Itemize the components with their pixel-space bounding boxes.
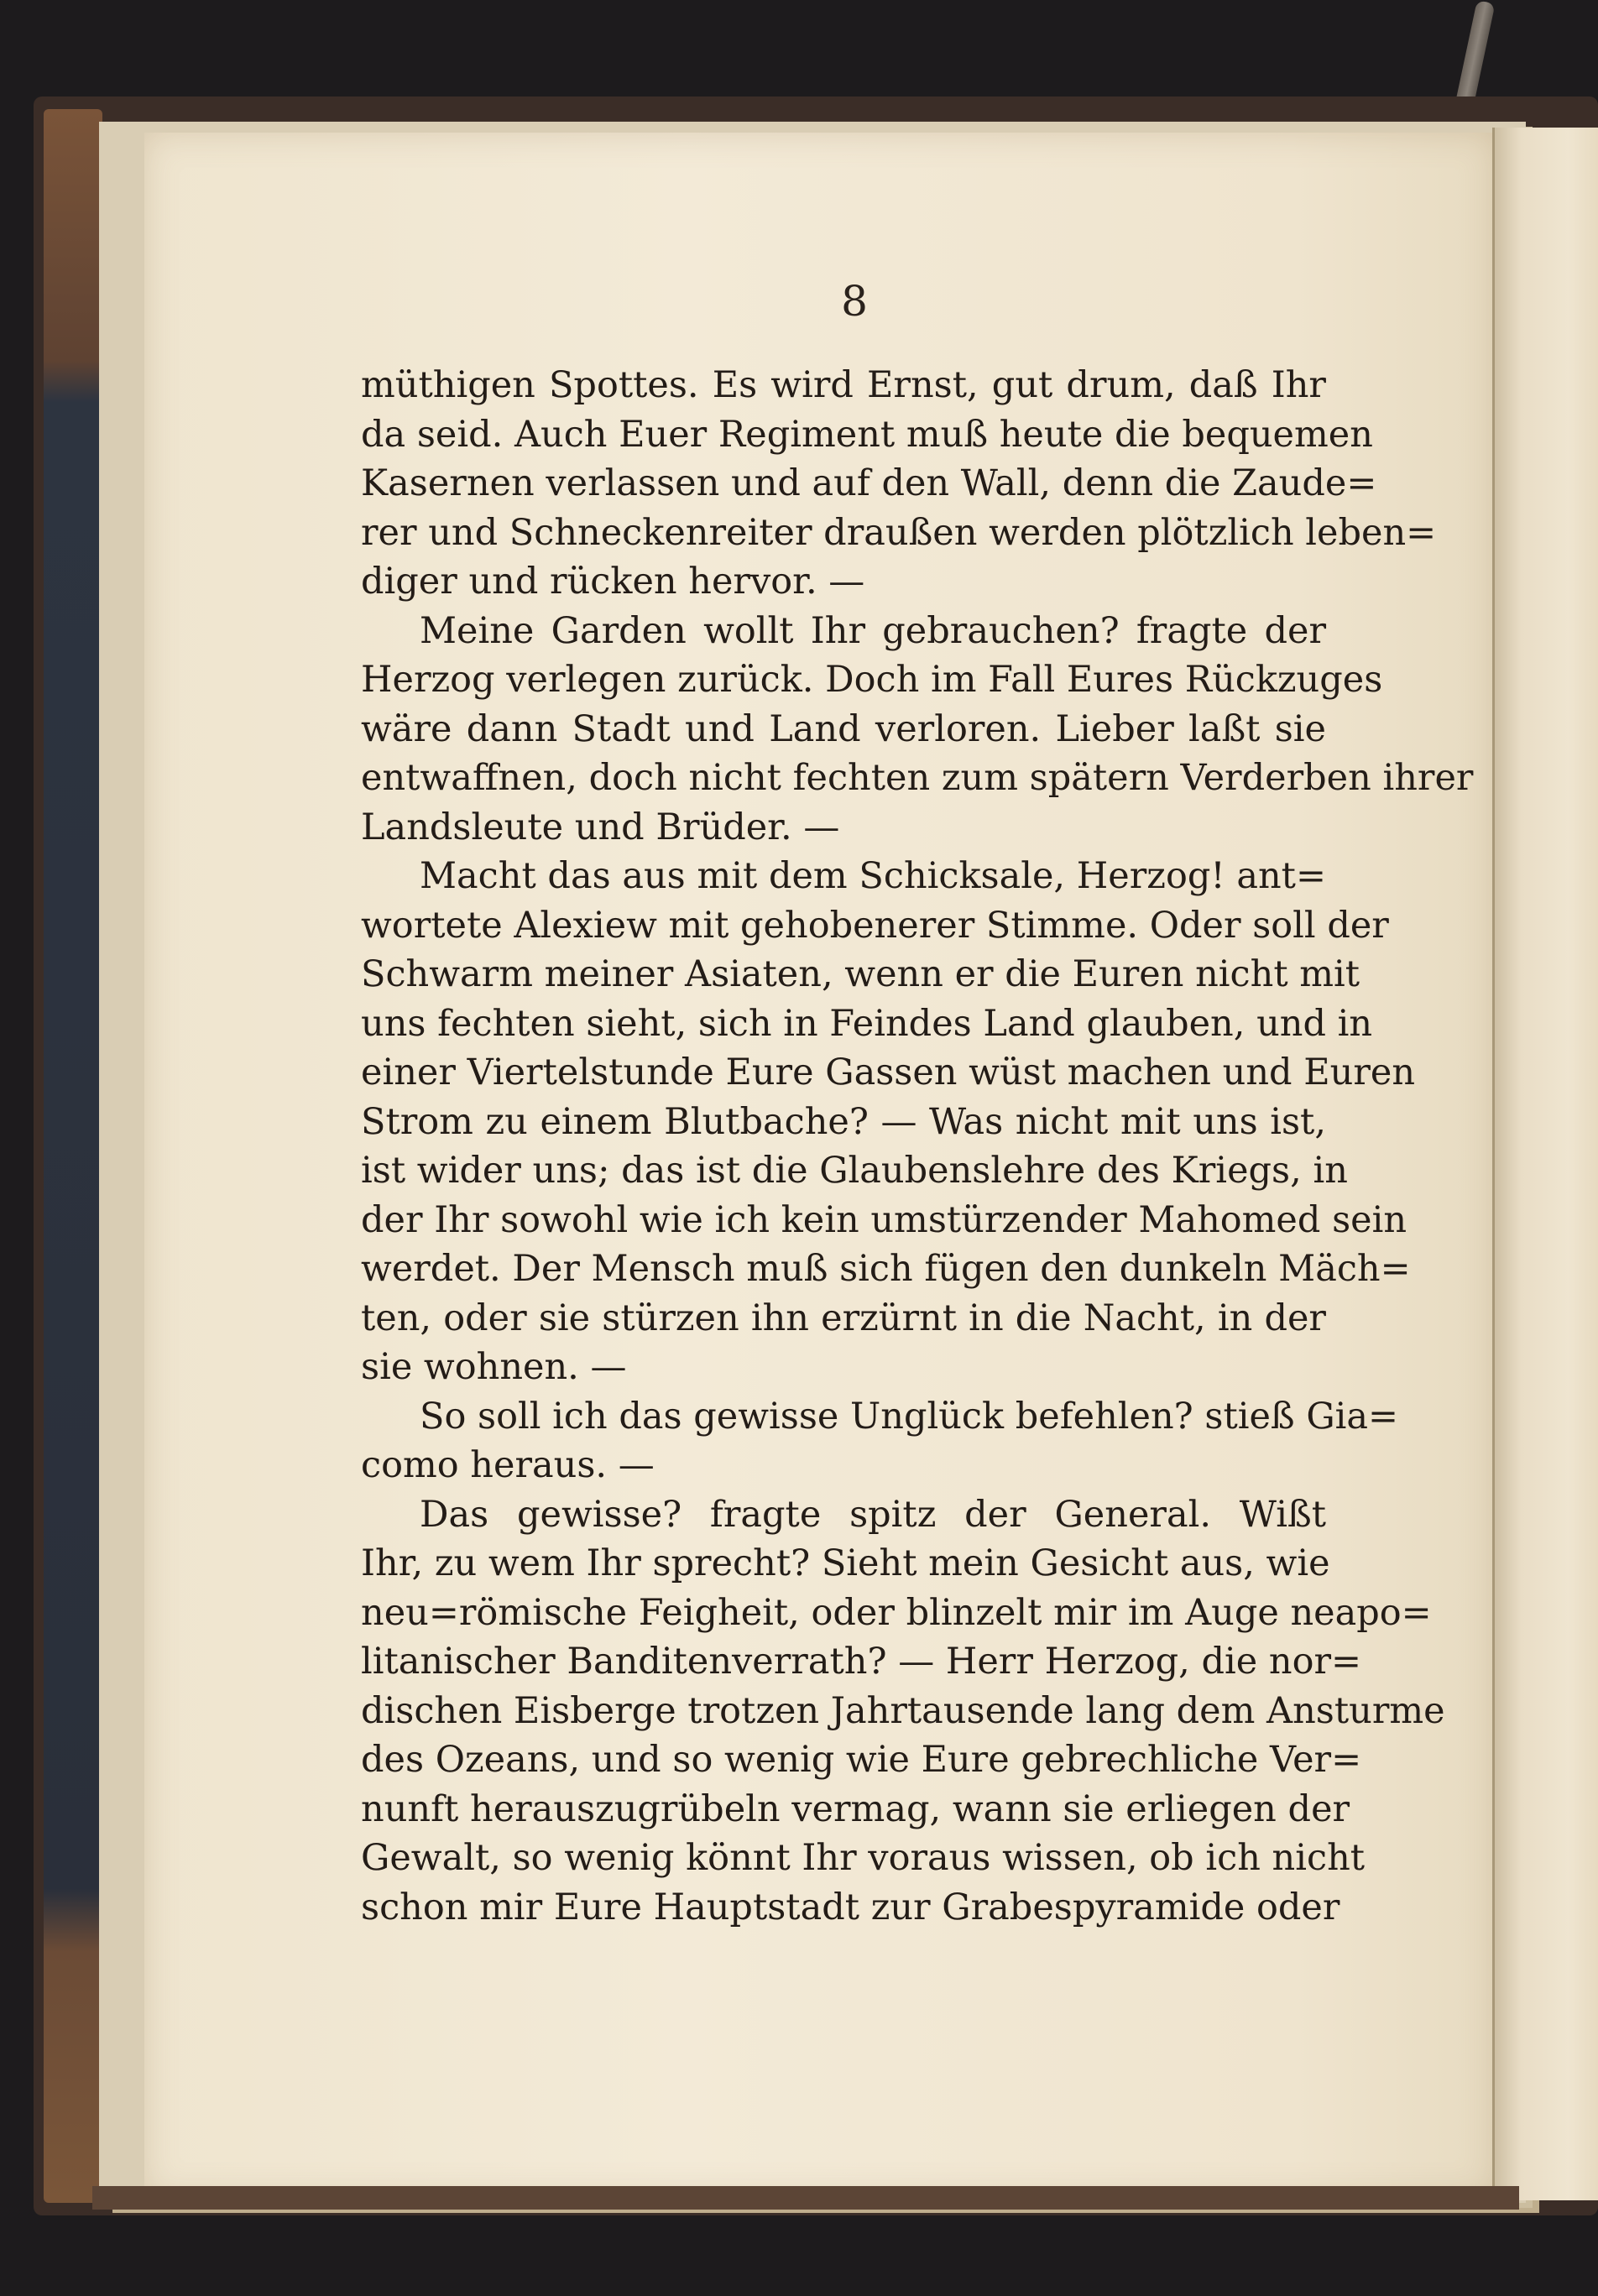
text-line: ist wider uns; das ist die Glaubenslehre des Kriegs, in — [361, 1150, 1348, 1192]
book-spine — [44, 109, 102, 2203]
text-line: des Ozeans, und so wenig wie Eure gebrechliche Ver= — [361, 1739, 1362, 1781]
text-line: Ihr, zu wem Ihr sprecht? Sieht mein Gesicht aus, wie — [361, 1542, 1330, 1584]
right-page-edge — [1492, 128, 1598, 2200]
text-line: ten, oder sie stürzen ihn erzürnt in die Nacht, in der — [361, 1297, 1326, 1339]
text-line: müthigen Spottes. Es wird Ernst, gut drum, daß Ihr — [361, 364, 1326, 406]
text-line: neu=römische Feigheit, oder blinzelt mir im Auge neapo= — [361, 1591, 1432, 1634]
text-line: diger und rücken hervor. — — [361, 561, 865, 603]
book-cord — [1454, 0, 1496, 111]
text-line: Gewalt, so wenig könnt Ihr voraus wissen, ob ich nicht — [361, 1837, 1366, 1879]
text-line: werdet. Der Mensch muß sich fügen den dunkeln Mäch= — [361, 1248, 1411, 1290]
bottom-board — [92, 2186, 1519, 2210]
text-line: Meine Garden wollt Ihr gebrauchen? fragte der — [420, 609, 1326, 652]
text-line: Kasernen verlassen und auf den Wall, denn die Zaude= — [361, 462, 1377, 504]
text-line: Strom zu einem Blutbache? — Was nicht mit uns ist, — [361, 1100, 1326, 1143]
text-line: rer und Schneckenreiter draußen werden plötzlich leben= — [361, 511, 1437, 554]
text-line: como heraus. — — [361, 1444, 655, 1486]
text-line: dischen Eisberge trotzen Jahrtausende lang dem Ansturme — [361, 1689, 1445, 1732]
page-number: 8 — [841, 277, 868, 326]
text-line: uns fechten sieht, sich in Feindes Land glauben, und in — [361, 1002, 1373, 1045]
text-line: nunft herauszugrübeln vermag, wann sie erliegen der — [361, 1787, 1350, 1830]
text-block — [361, 361, 1474, 1932]
text-line: Schwarm meiner Asiaten, wenn er die Euren nicht mit — [361, 953, 1360, 995]
text-line: Herzog verlegen zurück. Doch im Fall Eures Rückzuges — [361, 659, 1383, 701]
text-line: sie wohnen. — — [361, 1346, 627, 1388]
text-line: entwaffnen, doch nicht fechten zum spätern Verderben ihrer — [361, 757, 1474, 799]
text-line: einer Viertelstunde Eure Gassen wüst machen und Euren — [361, 1051, 1416, 1093]
text-line: schon mir Eure Hauptstadt zur Grabespyramide oder — [361, 1886, 1340, 1928]
text-line: wäre dann Stadt und Land verloren. Lieber laßt sie — [361, 707, 1326, 750]
text-line: der Ihr sowohl wie ich kein umstürzender Mahomed sein — [361, 1198, 1407, 1241]
text-line: So soll ich das gewisse Unglück befehlen? stieß Gia= — [420, 1395, 1399, 1438]
text-line: litanischer Banditenverrath? — Herr Herzog, die nor= — [361, 1641, 1362, 1683]
text-line: Das gewisse? fragte spitz der General. Wißt — [420, 1493, 1326, 1536]
text-line: Macht das aus mit dem Schicksale, Herzog! ant= — [420, 855, 1326, 897]
text-line: Landsleute und Brüder. — — [361, 806, 840, 848]
text-line: wortete Alexiew mit gehobenerer Stimme. Oder soll der — [361, 904, 1389, 947]
text-line: da seid. Auch Euer Regiment muß heute die bequemen — [361, 413, 1373, 456]
